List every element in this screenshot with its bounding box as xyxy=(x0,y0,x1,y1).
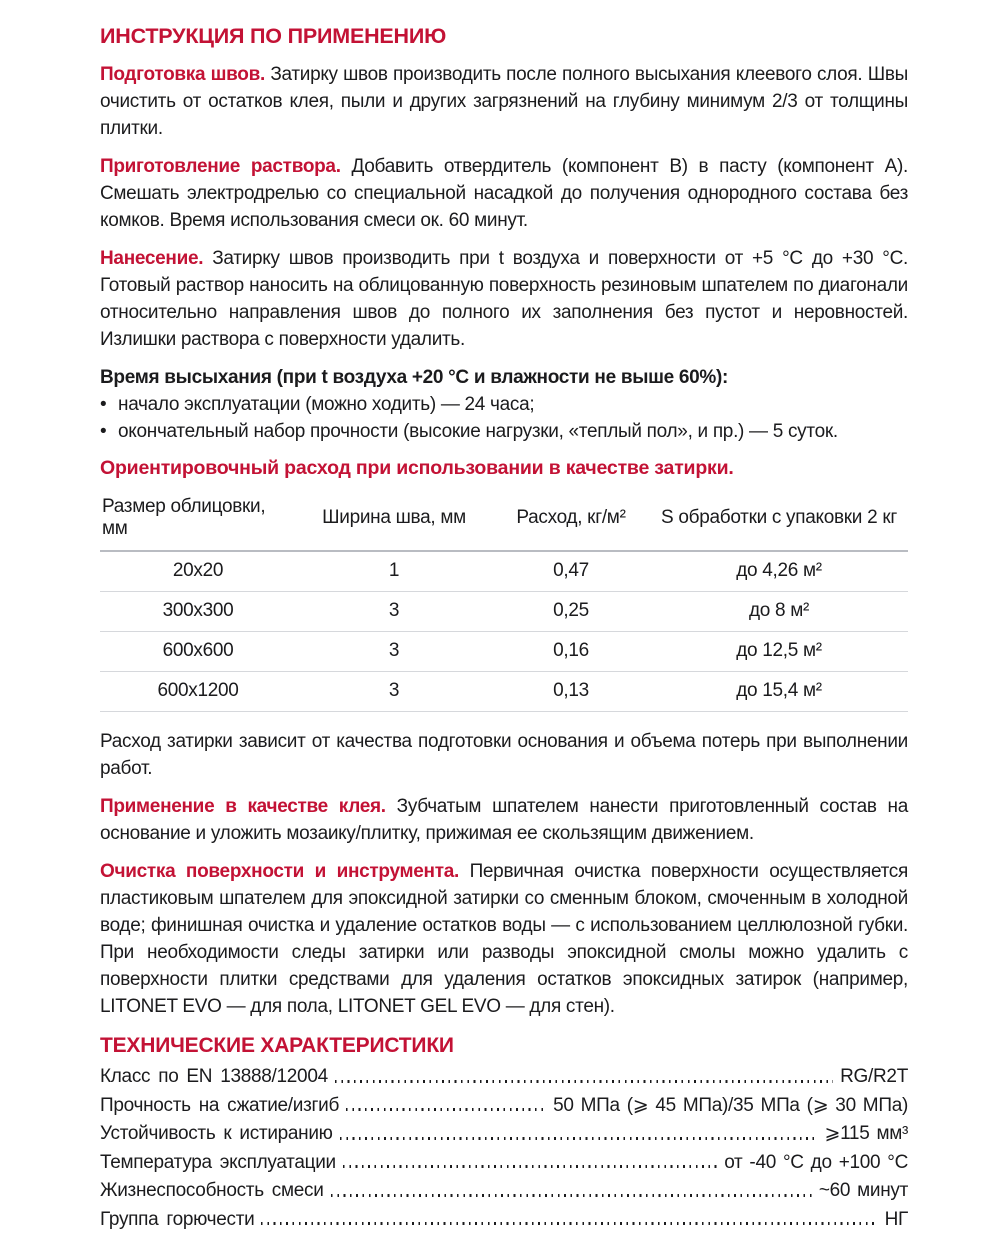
cell-coverage: до 8 м² xyxy=(650,592,908,631)
column-header-coverage: S обработки с упаковки 2 кг xyxy=(650,503,908,539)
table-row xyxy=(100,592,908,632)
table-row xyxy=(100,632,908,672)
spec-label: Устойчивость к истиранию xyxy=(100,1120,333,1149)
cell-coverage: до 15,4 м² xyxy=(650,672,908,711)
list-item xyxy=(100,418,908,445)
cell-tile-size: 600х600 xyxy=(100,632,296,671)
spec-row-flammability xyxy=(100,1206,908,1234)
spec-row-temperature xyxy=(100,1149,908,1178)
spec-row-pot-life xyxy=(100,1177,908,1206)
section-text-mixture-preparation: Добавить отвердитель (компонент В) в пасту (компонент А). Смешать электродрелью со специальной насадкой до получения однородного состава без комков. Время использования смеси ок. 60 минут. xyxy=(100,156,908,231)
paragraph-mixture-preparation xyxy=(100,153,908,234)
section-lead-adhesive-use: Применение в качестве клея. xyxy=(100,796,386,817)
instruction-document xyxy=(100,24,908,1234)
section-text-seam-preparation: Затирку швов производить после полного высыхания клеевого слоя. Швы очистить от остатков клея, пыли и других загрязнений на глубину минимум 2/3 от толщины плитки. xyxy=(100,64,908,139)
table-row xyxy=(100,672,908,712)
spec-label: Группа горючести xyxy=(100,1206,254,1234)
tech-specs-list xyxy=(100,1063,908,1234)
dot-leader xyxy=(331,1194,812,1197)
spec-label: Температура эксплуатации xyxy=(100,1149,336,1178)
cell-tile-size: 600х1200 xyxy=(100,672,296,711)
dot-leader xyxy=(346,1108,546,1111)
drying-bullet-text: начало эксплуатации (можно ходить) — 24 часа; xyxy=(118,391,534,418)
dot-leader xyxy=(261,1222,877,1225)
column-header-consumption: Расход, кг/м² xyxy=(492,503,650,539)
cell-tile-size: 300х300 xyxy=(100,592,296,631)
spec-value: 50 МПа (⩾ 45 МПа)/35 МПа (⩾ 30 МПа) xyxy=(553,1092,908,1121)
drying-bullet-list xyxy=(100,391,908,445)
cell-coverage: до 4,26 м² xyxy=(650,552,908,591)
spec-row-abrasion xyxy=(100,1120,908,1149)
cell-consumption: 0,13 xyxy=(492,672,650,711)
tech-specs-heading: ТЕХНИЧЕСКИЕ ХАРАКТЕРИСТИКИ xyxy=(100,1034,908,1058)
paragraph-application xyxy=(100,245,908,353)
section-text-surface-cleaning: Первичная очистка поверхности осуществляется пластиковым шпателем для эпоксидной затирки со сменным блоком, смоченным в холодной воде; финишная очистка и удаление остатков воды — с использованием целлюлозной губки. При необходимости следы затирки или разводы эпоксидной смолы можно удалить с поверхности плитки средствами для удаления остатков эпоксидных затирок (например, LITONET EVO — для пола, LITONET GEL EVO — для стен). xyxy=(100,861,908,1017)
dot-leader xyxy=(335,1080,833,1083)
paragraph-adhesive-use xyxy=(100,793,908,847)
bullet-icon: • xyxy=(100,391,118,418)
dot-leader xyxy=(343,1165,717,1168)
consumption-table xyxy=(100,492,908,712)
section-lead-application: Нанесение. xyxy=(100,248,203,269)
spec-label: Класс по EN 13888/12004 xyxy=(100,1063,328,1092)
spec-row-class xyxy=(100,1063,908,1092)
cell-seam-width: 3 xyxy=(296,672,492,711)
cell-consumption: 0,47 xyxy=(492,552,650,591)
cell-tile-size: 20х20 xyxy=(100,552,296,591)
section-lead-seam-preparation: Подготовка швов. xyxy=(100,64,265,85)
dot-leader xyxy=(340,1137,818,1140)
cell-consumption: 0,16 xyxy=(492,632,650,671)
section-text-application: Затирку швов производить при t воздуха и поверхности от +5 °C до +30 °C. Готовый раствор наносить на облицованную поверхность резиновым шпателем по диагонали относительно направления швов до полного их заполнения без пустот и неровностей. Излишки раствора с поверхности удалить. xyxy=(100,248,908,350)
spec-row-strength xyxy=(100,1092,908,1121)
page-title: ИНСТРУКЦИЯ ПО ПРИМЕНЕНИЮ xyxy=(100,24,908,49)
drying-time-heading: Время высыхания (при t воздуха +20 °C и влажности не выше 60%): xyxy=(100,364,908,391)
paragraph-seam-preparation xyxy=(100,61,908,142)
spec-value: ~60 минут xyxy=(819,1177,908,1206)
cell-consumption: 0,25 xyxy=(492,592,650,631)
cell-seam-width: 3 xyxy=(296,592,492,631)
cell-seam-width: 3 xyxy=(296,632,492,671)
table-row xyxy=(100,552,908,592)
bullet-icon: • xyxy=(100,418,118,445)
cell-coverage: до 12,5 м² xyxy=(650,632,908,671)
section-lead-surface-cleaning: Очистка поверхности и инструмента. xyxy=(100,861,459,882)
paragraph-surface-cleaning xyxy=(100,858,908,1020)
section-text-adhesive-use: Зубчатым шпателем нанести приготовленный состав на основание и уложить мозаику/плитку, прижимая ее скользящим движением. xyxy=(100,796,908,844)
column-header-tile-size: Размер облицовки, мм xyxy=(100,492,296,550)
spec-value: НГ xyxy=(885,1206,908,1234)
spec-value: ⩾115 мм³ xyxy=(824,1120,908,1149)
table-header-row xyxy=(100,492,908,552)
cell-seam-width: 1 xyxy=(296,552,492,591)
section-lead-mixture-preparation: Приготовление раствора. xyxy=(100,156,341,177)
spec-label: Жизнеспособность смеси xyxy=(100,1177,324,1206)
column-header-seam-width: Ширина шва, мм xyxy=(296,503,492,539)
consumption-note: Расход затирки зависит от качества подготовки основания и объема потерь при выполнении работ. xyxy=(100,728,908,782)
consumption-heading: Ориентировочный расход при использовании в качестве затирки. xyxy=(100,457,908,480)
spec-value: от -40 °C до +100 °C xyxy=(724,1149,908,1178)
list-item xyxy=(100,391,908,418)
drying-bullet-text: окончательный набор прочности (высокие нагрузки, «теплый пол», и пр.) — 5 суток. xyxy=(118,418,838,445)
spec-label: Прочность на сжатие/изгиб xyxy=(100,1092,339,1121)
spec-value: RG/R2T xyxy=(840,1063,908,1092)
